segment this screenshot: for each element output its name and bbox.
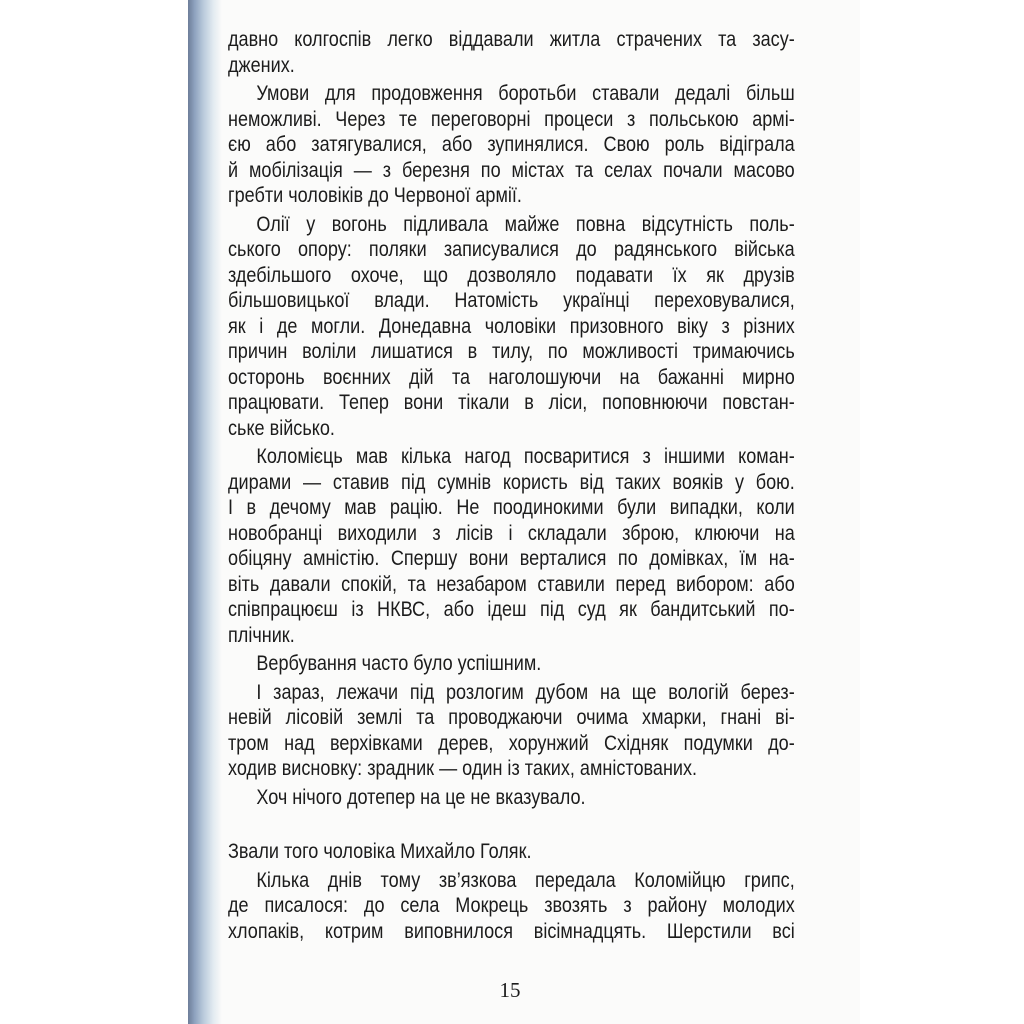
text-line: ходив висновку: зрадник — один із таких, амністованих.: [228, 757, 698, 780]
text-line: хлопаків, котрим виповнилося вісімнадцять. Шерстили всі: [228, 919, 795, 943]
text-line: тром над верхівками дерев, хорунжий Східняк подумки до-: [228, 731, 795, 755]
text-line: І в дечому мав рацію. Не поодинокими були випадки, коли: [228, 496, 795, 519]
paragraph: [228, 680, 795, 782]
text-line: де писалося: до села Мокрець звозять з району молодих: [228, 894, 795, 917]
paragraph: [228, 444, 795, 648]
text-line: Хоч нічого дотепер на це не вказувало.: [256, 785, 586, 809]
text-line: віть давали спокій, та незабаром ставили перед вибором: або: [228, 572, 795, 596]
text-line: причин воліли лишатися в тилу, по можливості тримаючись: [228, 340, 795, 363]
text-line: обіцяну амністію. Спершу вони верталися по домівках, їм на-: [228, 547, 795, 570]
text-line: джених.: [228, 53, 295, 77]
text-line: осторонь воєнних дій та наголошуючи на бажанні мирно: [228, 365, 795, 389]
text-line: Коломієць мав кілька нагод посваритися з іншими коман-: [256, 445, 795, 468]
text-line: Олії у вогонь підливала майже повна відсутність поль-: [256, 212, 795, 236]
paragraph: [228, 212, 795, 442]
text-line: плічник.: [228, 623, 295, 647]
text-line: ського опору: поляки записувалися до радянського війська: [228, 238, 795, 261]
text-line: Кілька днів тому зв’язкова передала Коломійцю грипс,: [256, 868, 795, 892]
text-line: гребти чоловіків до Червоної армії.: [228, 184, 522, 207]
page-binding-edge: [188, 0, 222, 1024]
text-line: неможливі. Через те переговорні процеси з польською армі-: [228, 107, 795, 131]
text-line: здебільшого охоче, що дозволяло подавати їх як друзів: [228, 263, 795, 287]
page-number: [0, 978, 1024, 1003]
paragraph: [228, 27, 795, 78]
text-line: Звали того чоловіка Михайло Голяк.: [228, 840, 532, 863]
text-line: Умови для продовження боротьби ставали дедалі більш: [256, 82, 795, 105]
paragraph: [228, 81, 795, 209]
text-line: І зараз, лежачи під розлогим дубом на ще вологій берез-: [256, 680, 795, 704]
paragraph: [228, 785, 795, 811]
paragraph: [228, 868, 795, 945]
page-number-text: 15: [499, 978, 521, 1002]
text-line: працювати. Тепер вони тікали в ліси, поповнюючи повстан-: [228, 391, 795, 414]
text-line: співпрацюєш із НКВС, або ідеш під суд як бандитський по-: [228, 598, 795, 621]
text-line: дирами — ставив під сумнів користь від таких вояків у бою.: [228, 470, 795, 494]
text-line: давно колгоспів легко віддавали житла страчених та засу-: [228, 28, 795, 51]
text-line: новобранці виходили з лісів і складали зброю, клюючи на: [228, 521, 795, 545]
page-body-text: [228, 27, 795, 944]
text-line: невій лісовій землі та проводжаючи очима хмарки, гнані ві-: [228, 706, 795, 729]
paragraph: [228, 651, 795, 677]
text-line: ське військо.: [228, 416, 335, 440]
text-line: Вербування часто було успішним.: [256, 652, 542, 675]
paragraph: [228, 839, 795, 865]
text-line: й мобілізація — з березня по містах та селах почали масово: [228, 158, 795, 182]
text-line: більшовицької влади. Натомість українці переховувалися,: [228, 289, 795, 312]
text-line: єю або затягувалися, або зупинялися. Свою роль відіграла: [228, 133, 795, 156]
text-line: як і де могли. Донедавна чоловіки призовного віку з різних: [228, 314, 795, 338]
